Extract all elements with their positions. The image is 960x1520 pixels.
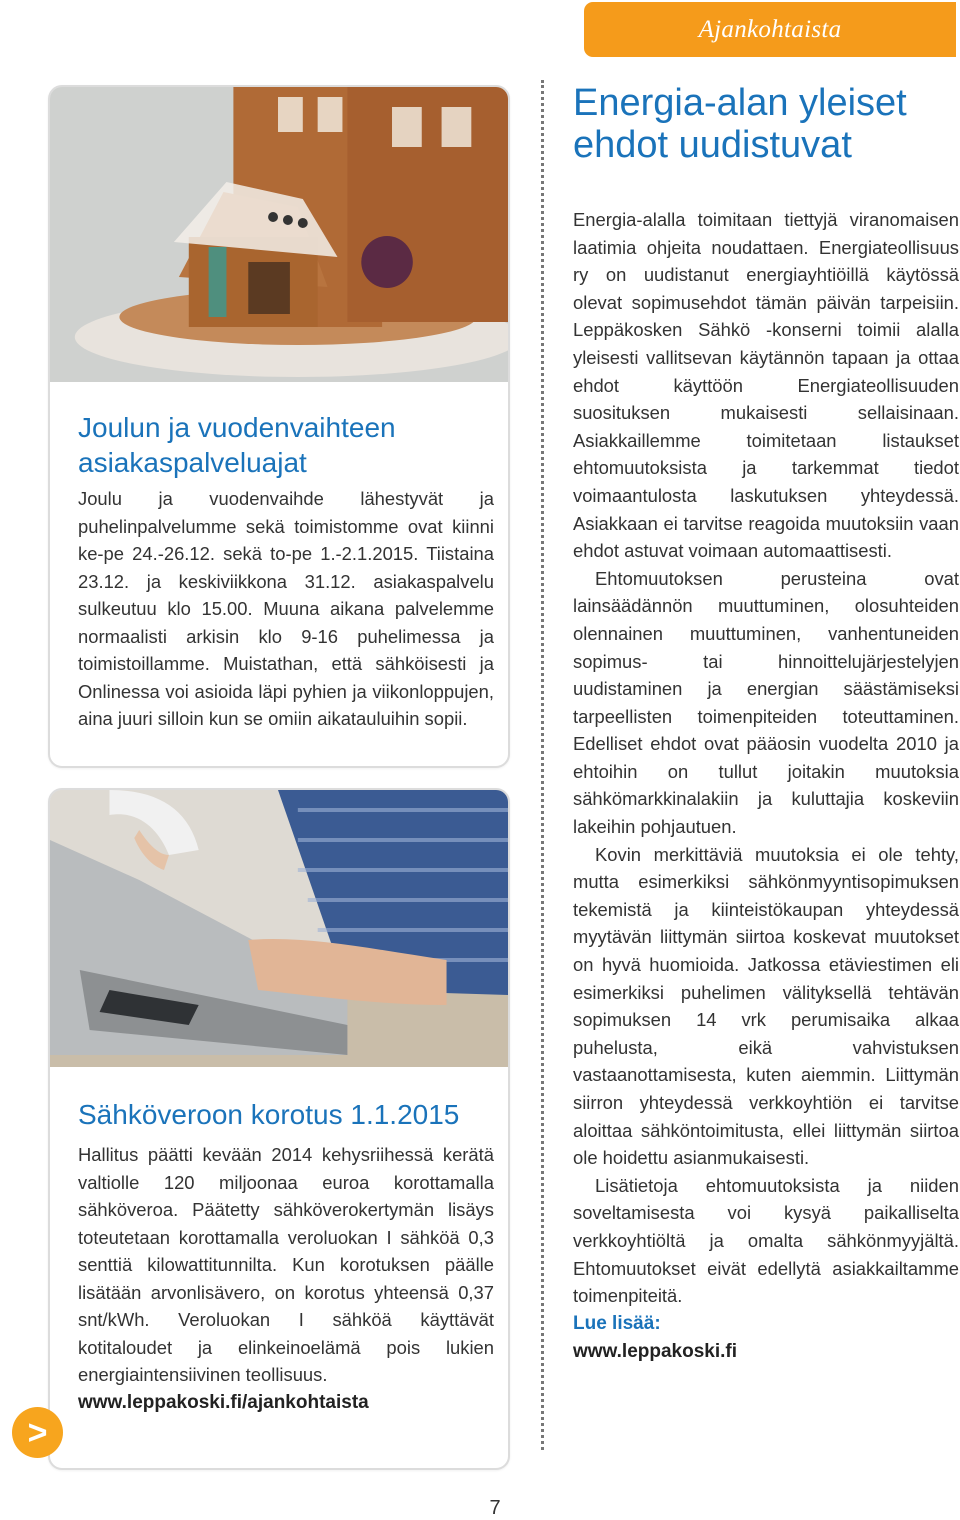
column-divider — [541, 80, 544, 1450]
paragraph-4: Lisätietoja ehtomuutoksista ja niiden soveltamisesta voi kysyä paikalliselta verkkoyhtiöltä ja omalta sähkönmyyjältä. Ehtomuutokset eivät edellytä asiakkailtamme toimenpiteitä. — [573, 1174, 959, 1307]
main-article-body — [573, 206, 959, 1366]
electricity-tax-body: Hallitus päätti kevään 2014 kehysriihessä kerätä valtiolle 120 miljoonaa euroa korottamalla sähköveroa. Päätetty sähköverokertymän lisäys toteutetaan korottamalla veroluokan I sähköä 0,3 senttiä kilowattitunnilta. Kun korotuksen päälle lisätään arvonlisävero, on korotus yhteensä 0,37 snt/kWh. Veroluokan I sähköä käyttävät kotitaloudet ja elinkeinoelämä pois lukien energiaintensiivinen teollisuus. — [78, 1144, 494, 1385]
holiday-hours-body: Joulu ja vuodenvaihde lähestyvät ja puhelinpalvelumme sekä toimistomme ovat kiinni ke-pe 24.-26.12. sekä to-pe 1.-2.1.2015. Tiistaina 23.12. ja keskiviikkona 31.12. asiakaspalvelu sulkeutuu klo 15.00. Muuna aikana palvelemme normaalisti arkisin klo 9-16 puhelimessa ja toimistoillamme. Muistathan, että sähköisesti ja Onlinessa voi asioida läpi pyhien ja viikonloppujen, aina juuri silloin kun se omiin aikatauluihin sopii. — [78, 488, 494, 729]
gingerbread-house-photo — [50, 87, 508, 382]
laptop-users-photo — [50, 790, 508, 1067]
paragraph-2: Ehtomuutoksen perusteina ovat lainsäädännön muuttuminen, olosuhteiden olennainen muuttuminen, vanhentuneiden sopimus- tai hinnoittelujärjestelyjen uudistaminen ja energian säästämiseksi tarpeellisten toimenpiteiden toteuttaminen. Edelliset ehdot ovat pääosin vuodelta 2010 ja ehtoihin on tullut joitakin muutoksia sähkömarkkinalakiin ja kuluttajia koskeviin lakeihin pohjautuen. — [573, 567, 959, 838]
read-more-label: Lue lisää: — [573, 1312, 661, 1334]
page-number: 7 — [489, 1497, 501, 1519]
electricity-tax-title: Sähköveroon korotus 1.1.2015 — [78, 1099, 460, 1130]
main-title-line2: ehdot uudistuvat — [573, 124, 852, 166]
holiday-title-line2: asiakaspalveluajat — [78, 447, 307, 478]
main-title-line1: Energia-alan yleiset — [573, 82, 907, 124]
electricity-tax-card — [48, 788, 510, 1470]
chevron-right-icon: > — [12, 1407, 63, 1458]
paragraph-3: Kovin merkittäviä muutoksia ei ole tehty, mutta esimerkiksi sähkönmyyntisopimuksen tekemistä ja kiinteistökaupan yhteydessä myytävän liittymän siirtoa koskevat muutokset on hyvä huomioida. Jatkossa etäviestimen eli esimerkiksi puhelimen välityksellä tehtävän sopimuksen 14 vrk perumisaika alkaa puhelusta, eikä vahvistuksen vastaanottamisesta, kuten aiemmin. Liittymän siirron yhteydessä verkkoyhtiön ei tarvitse aloittaa sähköntoimitusta, ellei liittymän siirtoa ole hoidettu asianmukaisesti. — [573, 843, 959, 1169]
holiday-title-line1: Joulun ja vuodenvaihteen — [78, 412, 396, 443]
section-tab: Ajankohtaista — [584, 2, 956, 57]
paragraph-1: Energia-alalla toimitaan tiettyjä viranomaisen laatimia ohjeita noudattaen. Energiateollisuus ry on uudistanut energiayhtiöillä käytössä olevat sopimusehdot tämän päivän tarpeisiin. Leppäkosken Sähkö -konserni toimii alalla yleisesti vallitsevan käytännön tapaan ja ottaa ehdot käyttöön Energiateollisuuden suosituksen mukaisesti sellaisinaan. Asiakkaillemme toimitetaan listaukset ehtomuutoksista ja tarkemmat tiedot voimaantulosta laskutuksen yhteydessä. Asiakkaan ei tarvitse reagoida muutoksiin vaan ehdot astuvat voimaan automaattisesti. — [573, 209, 959, 562]
news-link[interactable]: www.leppakoski.fi/ajankohtaista — [78, 1391, 369, 1413]
website-link[interactable]: www.leppakoski.fi — [573, 1340, 738, 1362]
holiday-hours-title — [78, 410, 494, 480]
main-article-title — [573, 82, 943, 166]
holiday-hours-card — [48, 85, 510, 768]
